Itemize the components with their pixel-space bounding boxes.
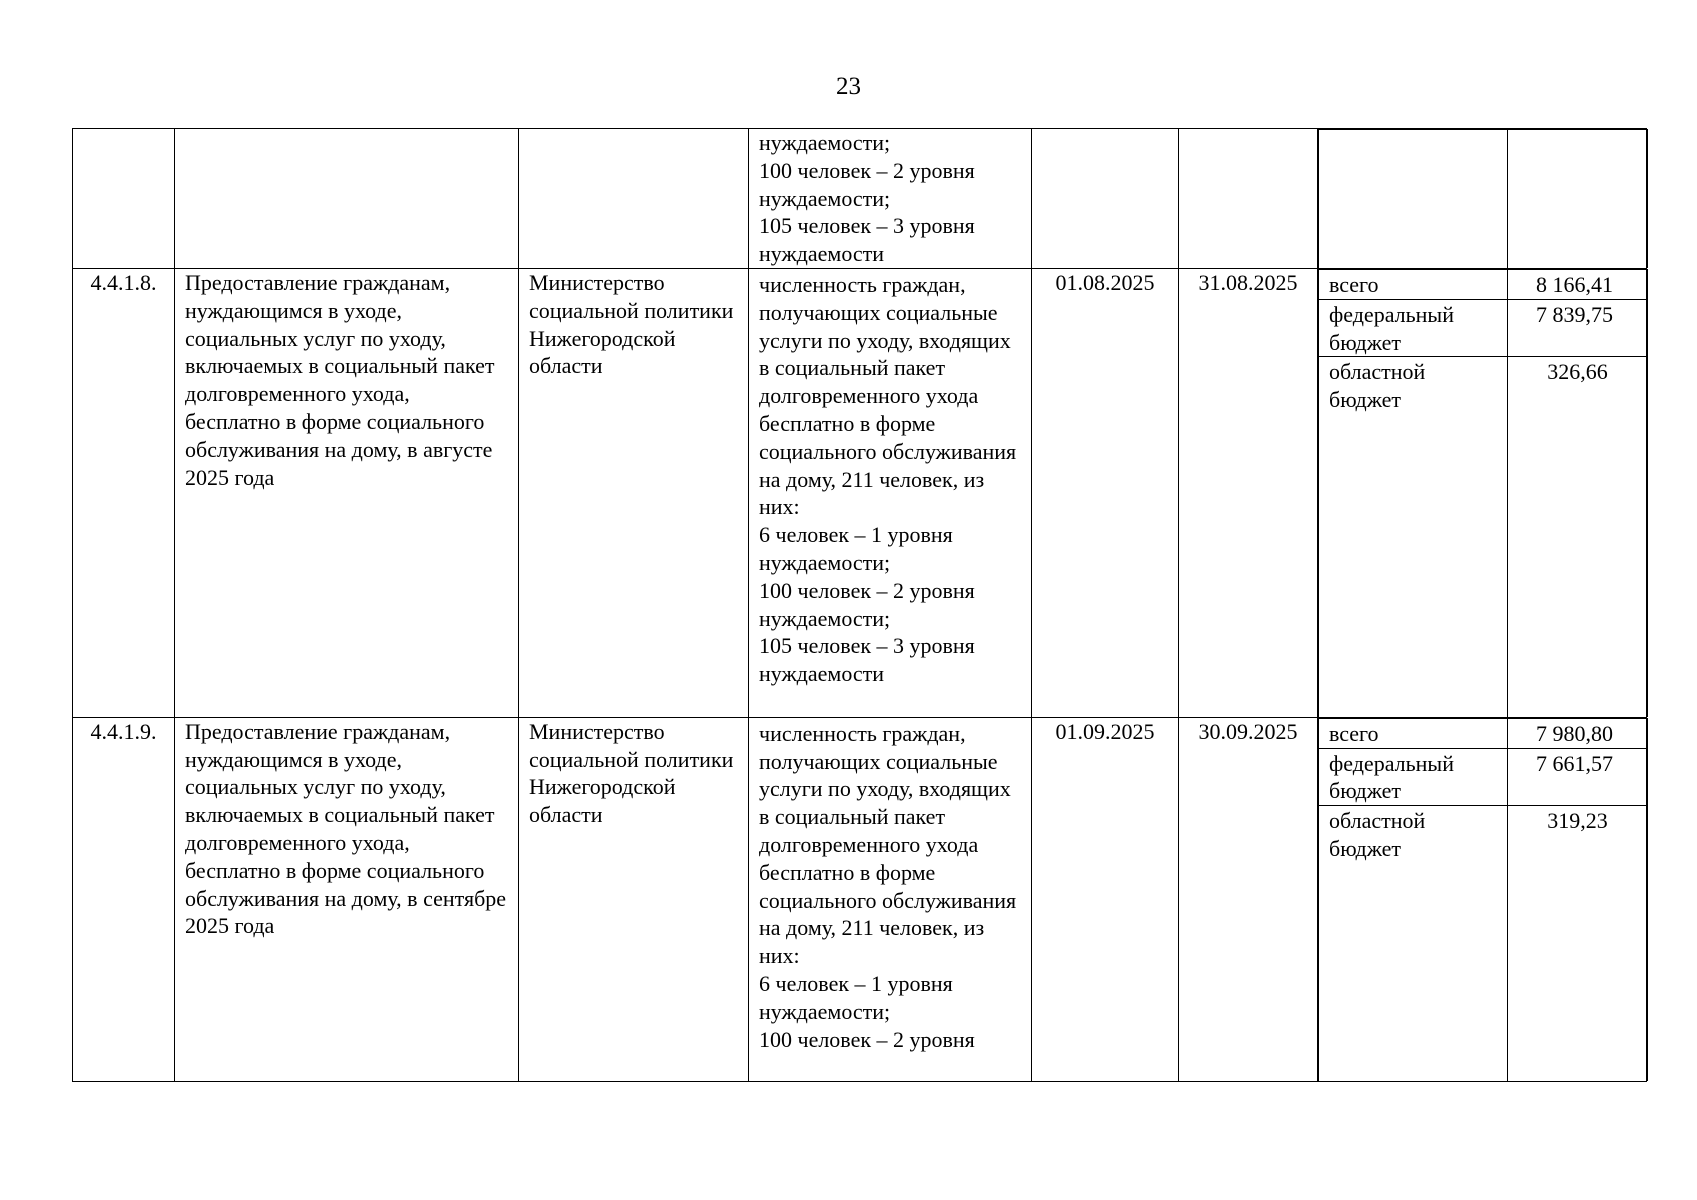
budget-cell bbox=[1318, 717, 1647, 1081]
budget-value-total: 7 980,80 bbox=[1508, 718, 1648, 748]
table-row bbox=[73, 269, 1647, 718]
row-number-cell: 4.4.1.9. bbox=[73, 717, 175, 1081]
budget-label-empty bbox=[1319, 130, 1508, 268]
executor-cell: Министерство социальной политики Нижегородской области bbox=[519, 269, 749, 718]
end-date-cell: 30.09.2025 bbox=[1179, 717, 1318, 1081]
budget-value-federal: 7 839,75 bbox=[1508, 299, 1648, 357]
table-row-continuation bbox=[73, 129, 1647, 269]
executor-cell: Министерство социальной политики Нижегородской области bbox=[519, 717, 749, 1081]
row-number-cell: 4.4.1.8. bbox=[73, 269, 175, 718]
start-date-cell: 01.09.2025 bbox=[1032, 717, 1179, 1081]
activity-title-cell: Предоставление гражданам, нуждающимся в уходе, социальных услуг по уходу, включаемых в социальный пакет долговременного ухода, бесплатно в форме социального обслуживания на дому, в августе 2025 года bbox=[175, 269, 519, 718]
budget-value-total: 8 166,41 bbox=[1508, 270, 1648, 300]
table-row bbox=[73, 717, 1647, 1081]
budget-value-regional: 319,23 bbox=[1508, 806, 1648, 1081]
budget-value-federal: 7 661,57 bbox=[1508, 748, 1648, 806]
activities-table bbox=[72, 128, 1647, 1082]
page-number: 23 bbox=[836, 73, 861, 100]
budget-label-regional: областной бюджет bbox=[1319, 357, 1508, 717]
budget-label-federal: федеральный бюджет bbox=[1319, 299, 1508, 357]
row-number-cell bbox=[73, 129, 175, 269]
end-date-cell: 31.08.2025 bbox=[1179, 269, 1318, 718]
budget-label-total: всего bbox=[1319, 718, 1508, 748]
budget-label-total: всего bbox=[1319, 270, 1508, 300]
activity-title-cell bbox=[175, 129, 519, 269]
budget-subtable bbox=[1318, 129, 1648, 268]
activity-title-cell: Предоставление гражданам, нуждающимся в уходе, социальных услуг по уходу, включаемых в социальный пакет долговременного ухода, бесплатно в форме социального обслуживания на дому, в сентябре 2025 года bbox=[175, 717, 519, 1081]
budget-label-federal: федеральный бюджет bbox=[1319, 748, 1508, 806]
end-date-cell bbox=[1179, 129, 1318, 269]
indicator-description-cell: численность граждан, получающих социальные услуги по уходу, входящих в социальный пакет долговременного ухода бесплатно в форме социального обслуживания на дому, 211 человек, из них: 6 человек – 1 уровня нуждаемости; 100 человек – 2 уровня нуждаемости; 105 человек – 3 уровня нуждаемости bbox=[749, 269, 1032, 718]
indicator-description-cell: численность граждан, получающих социальные услуги по уходу, входящих в социальный пакет долговременного ухода бесплатно в форме социального обслуживания на дому, 211 человек, из них: 6 человек – 1 уровня нуждаемости; 100 человек – 2 уровня bbox=[749, 717, 1032, 1081]
budget-subtable bbox=[1318, 718, 1648, 1081]
budget-value-regional: 326,66 bbox=[1508, 357, 1648, 717]
budget-cell bbox=[1318, 129, 1647, 269]
start-date-cell bbox=[1032, 129, 1179, 269]
executor-cell bbox=[519, 129, 749, 269]
budget-subtable bbox=[1318, 269, 1648, 717]
budget-value-empty bbox=[1508, 130, 1648, 268]
indicator-description-cell: нуждаемости; 100 человек – 2 уровня нуждаемости; 105 человек – 3 уровня нуждаемости bbox=[749, 129, 1032, 269]
start-date-cell: 01.08.2025 bbox=[1032, 269, 1179, 718]
budget-cell bbox=[1318, 269, 1647, 718]
budget-label-regional: областной бюджет bbox=[1319, 806, 1508, 1081]
